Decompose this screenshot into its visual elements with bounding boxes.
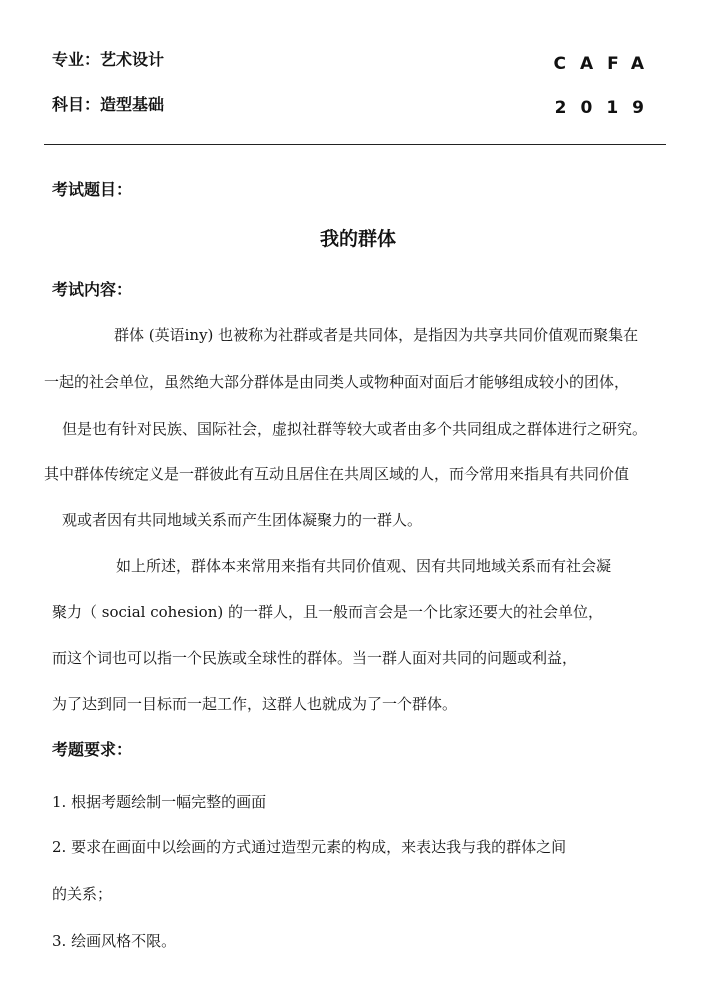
header-divider: [44, 144, 666, 145]
exam-content-label: 考试内容：: [52, 280, 133, 299]
content-line-3: 但是也有针对民族、国际社会，虚拟社群等较大或者由多个共同组成之群体进行之研究。: [62, 420, 648, 438]
content-line-7: 聚力（ social cohesion) 的一群人，且一般而言会是一个比家还要大的社会单位，: [52, 603, 603, 621]
major-label: 专业：艺术设计: [52, 50, 165, 69]
requirement-line-2: 2. 要求在画面中以绘画的方式通过造型元素的构成，来表达我与我的群体之间: [52, 838, 567, 856]
content-line-9: 为了达到同一目标而一起工作，这群人也就成为了一个群体。: [52, 695, 458, 713]
content-line-6: 如上所述，群体本来常用来指有共同价值观、因有共同地域关系而有社会凝: [116, 557, 612, 575]
exam-topic-title: 我的群体: [319, 228, 396, 250]
subject-label: 科目：造型基础: [52, 95, 165, 114]
content-line-2: 一起的社会单位，虽然绝大部分群体是由同类人或物种面对面后才能够组成较小的团体，: [44, 373, 630, 391]
content-line-1: 群体 (英语iny) 也被称为社群或者是共同体，是指因为共享共同价值观而聚集在: [114, 326, 639, 344]
requirement-line-1: 1. 根据考题绘制一幅完整的画面: [52, 793, 267, 811]
school-code: CAFA: [553, 54, 658, 74]
exam-year: 2019: [554, 98, 658, 118]
requirement-line-3: 的关系；: [52, 885, 113, 903]
requirements-label: 考题要求：: [52, 740, 133, 759]
exam-topic-label: 考试题目：: [52, 180, 133, 199]
content-line-8: 而这个词也可以指一个民族或全球性的群体。当一群人面对共同的问题或利益，: [52, 649, 578, 667]
content-line-5: 观或者因有共同地域关系而产生团体凝聚力的一群人。: [62, 511, 423, 529]
content-line-4: 其中群体传统定义是一群彼此有互动且居住在共周区域的人，而今常用来指具有共同价值: [44, 465, 630, 483]
requirement-line-4: 3. 绘画风格不限。: [52, 932, 177, 950]
